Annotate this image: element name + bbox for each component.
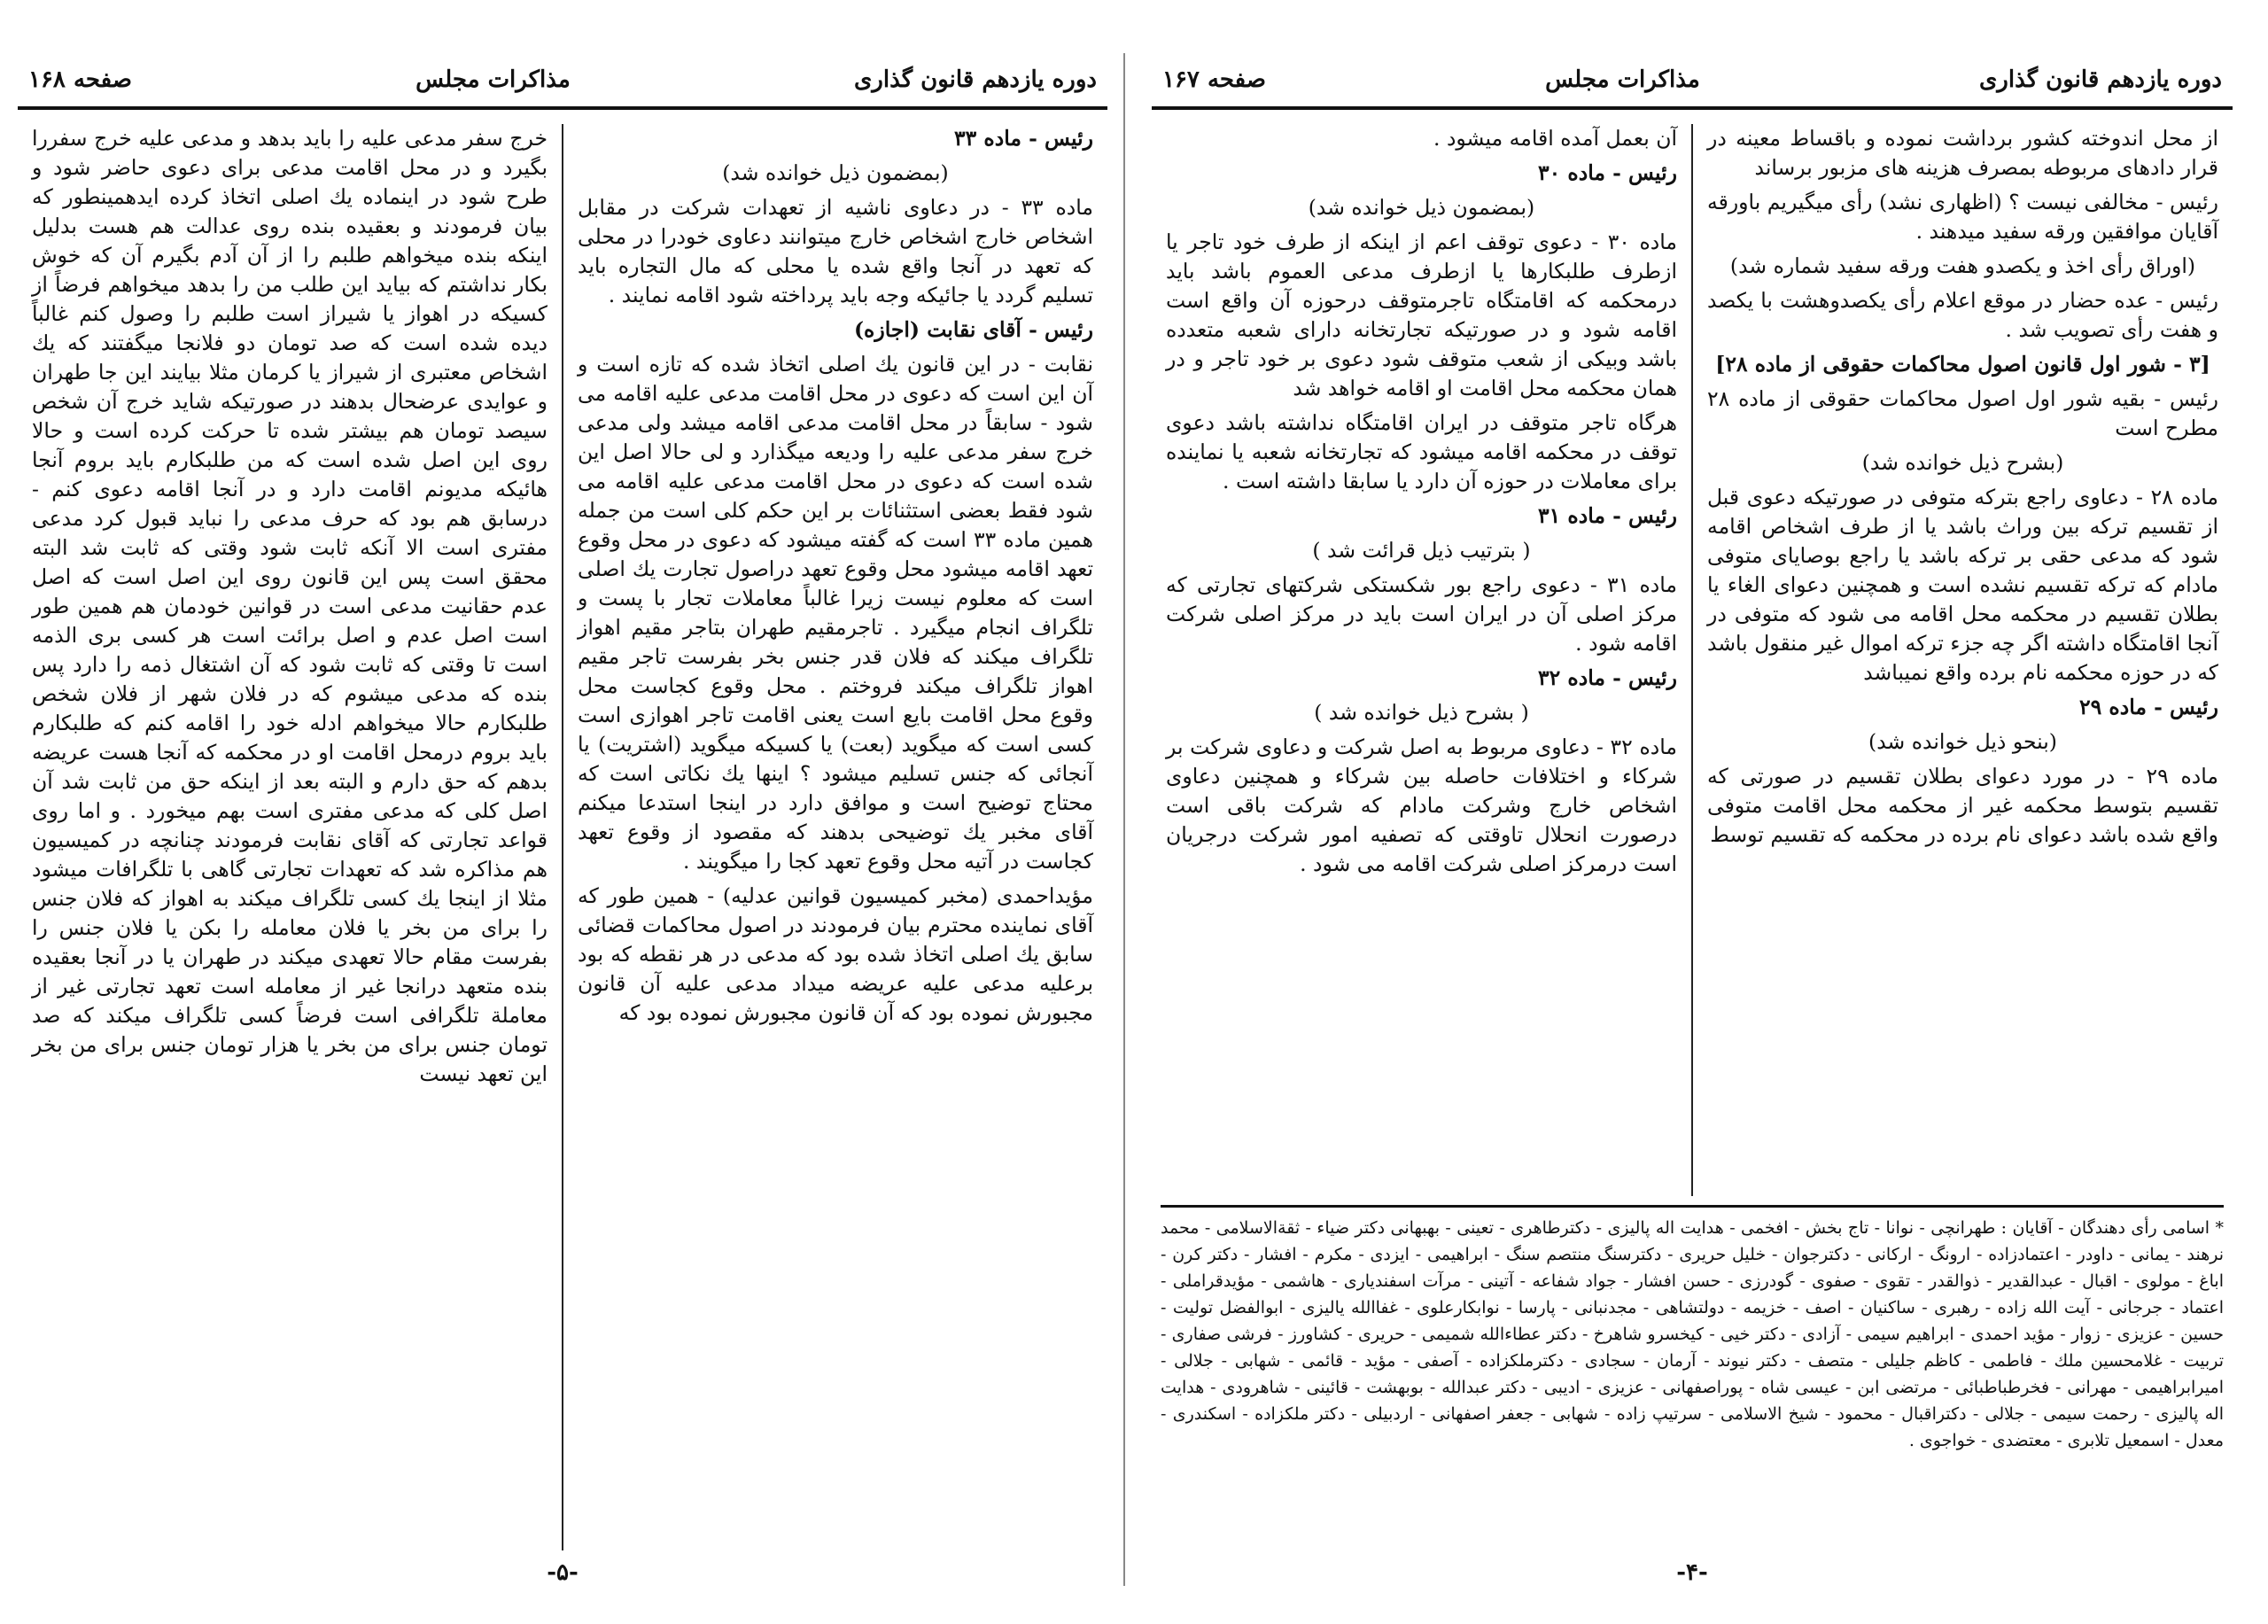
left-page-col-left <box>18 124 563 1550</box>
right-page-number: -۴- <box>1676 1559 1708 1586</box>
speaker-line: رئیس - ماده ۲۹ <box>2078 695 2218 719</box>
speaker-line: رئیس - ماده ۳۱ <box>1537 503 1677 528</box>
left-header-title: مذاکرات مجلس <box>416 66 571 93</box>
stage-direction: (بمضمون ذیل خوانده شد) <box>1308 195 1535 220</box>
right-header-term: دوره یازدهم قانون گذاری <box>1978 66 2222 93</box>
stage-direction: ( بترتیب ذیل قرائت شد ) <box>1312 538 1531 563</box>
right-page-col-left <box>1152 124 1693 1196</box>
speaker-line: رئیس - ماده ۳۳ <box>953 126 1093 151</box>
article-text: هرگاه تاجر متوقف در ایران اقامتگاه نداشته باشد دعوی توقف در محکمه اقامه میشود که تجارتخانه شعبه یا نماینده برای معاملات در حوزه آن دارد یا سابقا داشته است . <box>1166 410 1677 493</box>
stage-direction: (بمضمون ذیل خوانده شد) <box>722 160 949 185</box>
article-text: ماده ۳۲ - دعاوی مربوط به اصل شرکت و دعاوی شرکت بر شرکاء و اختلافات حاصله بین شرکاء و همچنین دعاوی اشخاص خارج وشرکت مادام که شرکت باقی است درصورت انحلال تاوقتی که تصفیه امور شرکت درجریان است درمرکز اصلی شرکت اقامه می شود . <box>1166 734 1677 876</box>
right-header-page: صفحه ۱۶۷ <box>1162 66 1266 93</box>
stage-direction: (بشرح ذیل خوانده شد) <box>1861 450 2064 475</box>
right-page-columns <box>1152 124 2233 1196</box>
article-text: ماده ۲۸ - دعاوی راجع بترکه متوفی در صورتیکه دعوی قبل از تقسیم ترکه بین وراث باشد یا از طرف اشخاص اقامه شود که مدعی حقی بر ترکه باشد یا راجع بوصایای متوفی مادام که ترکه تقسیم نشده است و همچنین دعوای الغاء یا بطلان تقسیم در محکمه محل اقامه می شود که متوفی در آنجا اقامتگاه داشته اگر چه جزء ترکه اموال غیر منقول باشد که در حوزه محکمه نام برده واقع نمیباشد <box>1707 485 2219 685</box>
speaker-line: رئیس - ماده ۳۰ <box>1537 160 1677 185</box>
article-text: آن بعمل آمده اقامه میشود . <box>1433 126 1677 151</box>
article-text: ماده ۳۰ - دعوی توقف اعم از اینکه از طرف خود تاجر یا ازطرف طلبکارها یا ازطرف مدعی العموم باشد باید درمحکمه که اقامتگاه تاجرمتوقف درحوزه آن واقع است اقامه شود و در صورتیکه تجارتخانه دارای شعبه متعدده باشد وبیکی از شعب متوقف شود دعوی بر خود تاجر و در همان محکمه محل اقامت او اقامه خواهد شد <box>1166 229 1677 400</box>
section-heading: [۳ - شور اول قانون اصول محاکمات حقوقی از ماده ۲۸] <box>1715 352 2210 377</box>
speech-text: از محل اندوخته کشور برداشت نموده و باقساط معینه در قرار دادهای مربوطه بمصرف هزینه های مزبور برساند <box>1707 126 2218 180</box>
stage-direction: ( بشرح ذیل خوانده شد ) <box>1314 700 1529 725</box>
left-header-term: دوره یازدهم قانون گذاری <box>853 66 1097 93</box>
left-page <box>18 53 1107 1586</box>
speech-text: رئیس - عده حضار در موقع اعلام رأی یکصدوهشت با یکصد و هفت رأی تصویب شد . <box>1707 288 2218 342</box>
speech-text: رئیس - بقیه شور اول اصول محاکمات حقوقی از ماده ۲۸ مطرح است <box>1707 386 2218 440</box>
left-page-header <box>18 53 1107 110</box>
voter-names-footnote: * اسامی رأی دهندگان - آقایان : طهرانچی - نوانا - تاج بخش - افخمی - هدایت اله پالیزی - دکترطاهری - تعینی - بهبهانی دکتر ضیاء - ثقةالاسلامی - محمد نرهند - یمانی - داودر - اعتمادزاده - ارونگ - ارکانی - دکترجوان - خلیل حریری - دکترسنگ منتصم سنگ - ابراهیمی - ایزدی - مکرم - افشار - دکتر کرن - اباغ - مولوی - اقبال - عبدالقدیر - ذوالقدر - تقوی - صفوی - گودرزی - حسن افشار - جواد شفاعه - آتینی - مرآت اسفندیاری - هاشمی - مؤیدقراملی - اعتماد - جرجانی - آیت الله زاده - رهبری - ساکنیان - اصف - خزیمه - دولتشاهی - مجدنبانی - پارسا - نوابکارعلوی - غفاالله یالیزی - ابوالفضل تولیت - حسین - عزیزی - زوار - مؤید احمدی - ابراهیم سیمی - آزادی - دکتر خیی - کیخسرو شاهرخ - دکتر عطاءالله شمیمی - حریری - کشاورز - فرشی صفاری - تربیت - غلامحسین ملك - فاطمی - کاظم جلیلی - متصف - دکتر نیوند - آرمان - سجادی - دکترملکزاده - آصفی - مؤید - قائمی - شهابی - جلالی - امیرابراهیمی - مهرانی - فخرطباطبائی - مرتضی ابن - عیسی شاه - پوراصفهانی - عزیزی - ادیبی - دکتر عبدالله - بوبهشت - قائینی - شاهرودی - هدایت اله پالیزی - رحمت سیمی - جلالی - دکتراقبال - محمود - شیخ الاسلامی - سرتیپ زاده - شهابی - جعفر اصفهانی - اردبیلی - دکتر ملکزاده - اسکندری - معدل - اسمعیل تلابری - معتضدی - خواجوی . <box>1161 1205 2224 1551</box>
stage-direction: (اوراق رأی اخذ و یکصدو هفت ورقه سفید شماره شد) <box>1729 253 2196 278</box>
speech-text: رئیس - مخالفی نیست ؟ (اظهاری نشد) رأی میگیریم باورقه آقایان موافقین ورقه سفید میدهند . <box>1707 190 2218 244</box>
left-header-page: صفحه ۱۶۸ <box>28 66 132 93</box>
article-text: ماده ۳۳ - در دعاوی ناشیه از تعهدات شرکت در مقابل اشخاص خارج اشخاص خارج میتوانند دعاوی خودرا در محلی که تعهد در آنجا واقع شده یا محلی که مال التجاره باید تسلیم گردد یا جائیکه وجه باید پرداخته شود اقامه نمایند . <box>578 195 1093 307</box>
speaker-line: رئیس - آقای نقابت (اجازه) <box>853 317 1093 342</box>
left-page-number: -۵- <box>547 1559 579 1586</box>
article-text: ماده ۳۱ - دعوی راجع بور شکستکی شرکتهای تجارتی که مرکز اصلی آن در ایران است باید در مرکز اصلی شرکت اقامه شود . <box>1166 572 1677 656</box>
right-header-title: مذاکرات مجلس <box>1545 66 1700 93</box>
left-page-col-right <box>563 124 1107 1550</box>
stage-direction: (بنحو ذیل خوانده شد) <box>1868 729 2057 754</box>
right-page-col-right <box>1693 124 2233 1196</box>
speech-text: خرج سفر مدعی علیه را باید بدهد و مدعی علیه خرج سفررا بگیرد و در محل اقامت مدعی برای دعوی حاضر شود و طرح شود در اینماده یك اصلی اتخاذ کرده ایدهمینطور که بیان فرمودند و بعقیده بنده روی عدالت هم هست بدلیل اینکه بنده میخواهم طلبم را از آن آدم بگیرم آن که خوش بکار نداشتم که بیاید این طلب من را بدهد میخواهم فرضاً از کسیکه در اهواز یا شیراز است طلبم را وصول کنم غالباً دیده شده است که صد تومان دو فلانجا میگفتند که یك اشخاص معتبری از شیراز یا کرمان مثلا بیایند این جا طهران و عوایدی عرضحال بدهند در صورتیکه شاید خرج آن شخص سیصد تومان هم بیشتر شده تا حرکت کرده است و حالا روی این اصل شده است که من طلبکارم باید بروم آنجا هائیکه مدیونم اقامت دارد و در آنجا اقامه دعوی کنم - درسابق هم بود که حرف مدعی را نباید قبول کرد مدعی مفتری است الا آنکه ثابت شود وقتی که ثابت شد البته محقق است پس این قانون روی این اصل است که اصل عدم حقانیت مدعی است در قوانین خودمان هم همین طور است اصل عدم و اصل برائت است هر کسی بری الذمه است تا وقتی که ثابت شود که آن اشتغال ذمه را دارد پس بنده که مدعی میشوم که در فلان شهر از فلان شخص طلبکارم حالا میخواهم ادله خود را اقامه کنم که طلبکارم باید بروم درمحل اقامت او در محکمه که آنجا هست عریضه بدهم که حق دارم و البته بعد از اینکه حق من ثابت شد آن اصل کلی که مدعی مفتری است بهم میخورد . و اما روی قواعد تجارتی که آقای نقابت فرمودند چنانچه در کمیسیون هم مذاکره شد که تعهدات تجارتی گاهی با تلگرافات میشود مثلا از اینجا یك کسی تلگراف میکند به اهواز که فلان جنس را برای من بخر یا فلان معامله را بکن یا فلان جنس را بفرست مقام حالا تعهدی میکند در طهران یا در آنجا بعقیده بنده متعهد درانجا غیر از معامله است تعهد تجارتی غیر از معاملة تلگرافی است فرضاً کسی تلگراف میکند که صد تومان جنس برای من بخر یا هزار تومان جنس برای من بخر این تعهد نیست <box>32 126 548 1086</box>
left-page-columns <box>18 124 1107 1550</box>
right-page <box>1152 53 2233 1586</box>
article-text: ماده ۲۹ - در مورد دعوای بطلان تقسیم در صورتی که تقسیم بتوسط محکمه غیر از محکمه محل اقامت متوفی واقع شده باشد دعوای نام برده در محکمه که تقسیم توسط <box>1707 764 2219 847</box>
speech-text: مؤیداحمدی (مخبر کمیسیون قوانین عدلیه) - همین طور که آقای نماینده محترم بیان فرمودند در اصول محاکمات قضائی سابق یك اصلی اتخاذ شده بود که مدعی در هر نقطه که بود برعلیه مدعی علیه عریضه میداد مدعی علیه آن قانون مجبورش نموده بود که آن قانون مجبورش نموده بود که <box>578 883 1093 1025</box>
speech-text: نقابت - در این قانون یك اصلی اتخاذ شده که تازه است و آن این است که دعوی در محل اقامت مدعی علیه اقامه می شود - سابقاً در محل اقامت مدعی اقامه میشد ولی مدعی خرج سفر مدعی علیه را ودیعه میگذارد و لی حالا اصل این شده است که دعوی در محل اقامت مدعی علیه اقامه می شود فقط بعضی استثنائات بر این حکم کلی است من جمله همین ماده ۳۳ است که گفته میشود که دعوی در محل وقوع تعهد اقامه میشود محل وقوع تعهد دراصول تجارت یك اصلی است که معلوم نیست زیرا غالباً معاملات تجار با پست و تلگراف انجام میگیرد . تاجرمقیم طهران بتاجر مقیم اهواز تلگراف میکند که فلان قدر جنس بخر بفرست تاجر مقیم اهواز تلگراف میکند فروختم . محل وقوع کجاست محل وقوع محل اقامت بایع است یعنی اقامت تاجر اهوازی است کسی است که میگوید (بعت) یا کسیکه میگوید (اشتریت) یا آنجائی که جنس تسلیم میشود ؟ اینها یك نکاتی است که محتاج توضیح است و موافق دارد در اینجا استدعا میکنم آقای مخبر یك توضیحی بدهند که مقصود از وقوع تعهد کجاست در آتیه محل وقوع تعهد کجا را میگویند . <box>578 352 1093 874</box>
page-gutter <box>1123 53 1125 1586</box>
right-page-header <box>1152 53 2233 110</box>
speaker-line: رئیس - ماده ۳۲ <box>1537 665 1677 690</box>
